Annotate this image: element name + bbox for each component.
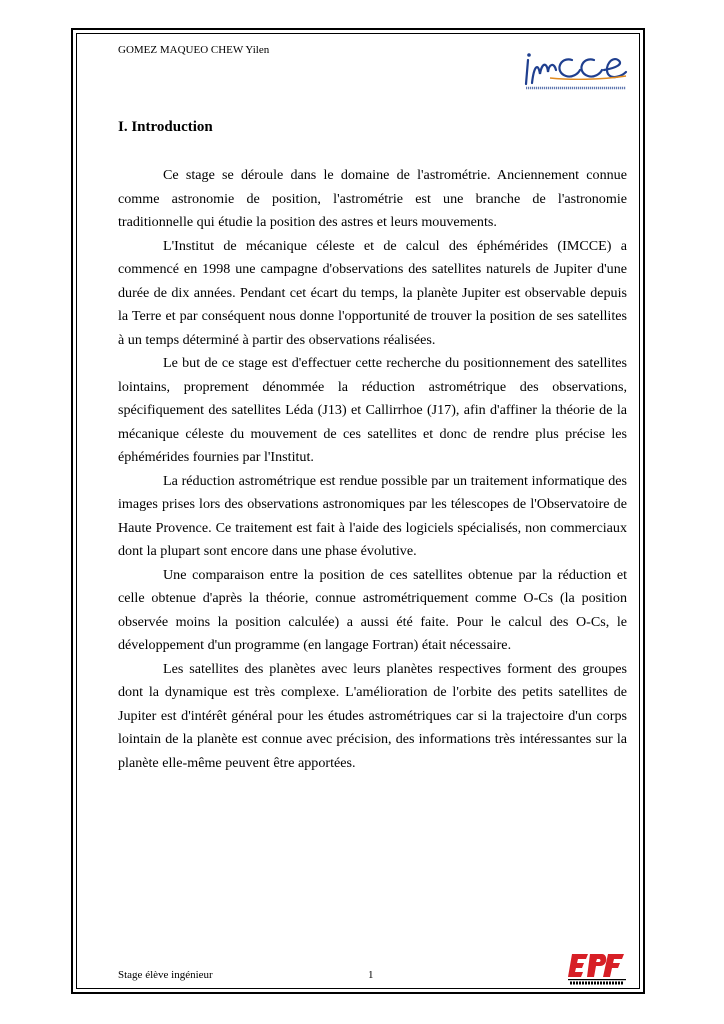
paragraph: La réduction astrométrique est rendue possible par un traitement informatique des images prises lors des observations astronomiques par les télescopes de l'Observatoire de Haute Provence. Ce traitement est fait à l'aide des logiciels spécialisés, non commerciaux dont la plupart sont encore dans une phase évolutive. (118, 472, 627, 559)
body-text (118, 164, 627, 775)
paragraph: Le but de ce stage est d'effectuer cette recherche du positionnement des satellites lointains, proprement dénommée la réduction astrométrique des observations, spécifiquement des satellites Léda (J13) et Callirrhoe (J17), afin d'affiner la théorie de la mécanique céleste du mouvement de ces satellites et donc de rendre plus précise les éphémérides fournies par l'Institut. (118, 355, 627, 465)
paragraph: Ce stage se déroule dans le domaine de l'astrométrie. Anciennement connue comme astronomie de position, l'astrométrie est une branche de l'astronomie traditionnelle qui étudie la position des astres et leurs mouvements. (118, 167, 627, 230)
epf-logo (566, 950, 630, 988)
paragraph: Une comparaison entre la position de ces satellites obtenue par la réduction et celle obtenue d'après la théorie, connue astrométriquement comme O-Cs (la position observée moins la position calculée) a aussi été faite. Pour le calcul des O-Cs, le développement d'un programme (en langage Fortran) était nécessaire. (118, 566, 627, 653)
section-heading: I. Introduction (118, 119, 213, 135)
paragraph: Les satellites des planètes avec leurs planètes respectives forment des groupes dont la dynamique est très complexe. L'amélioration de l'orbite des petits satellites de Jupiter est d'intérêt général pour les études astrométriques car si la trajectoire d'un corps lointain de la planète est connue avec précision, des informations très intéressantes sur la planète elle-même peuvent être apportées. (118, 660, 627, 771)
paragraph: L'Institut de mécanique céleste et de calcul des éphémérides (IMCCE) a commencé en 1998 une campagne d'observations des satellites naturels de Jupiter d'une durée de dix années. Pendant cet écart du temps, la planète Jupiter est observable depuis la Terre et par conséquent nous donne l'opportunité de trouver la position de ses satellites à un temps déterminé à partir des observations réalisées. (118, 237, 627, 348)
header-author: GOMEZ MAQUEO CHEW Yilen (118, 44, 270, 56)
page-number: 1 (368, 969, 374, 981)
imcce-logo (520, 50, 630, 98)
footer-label: Stage élève ingénieur (118, 969, 213, 981)
